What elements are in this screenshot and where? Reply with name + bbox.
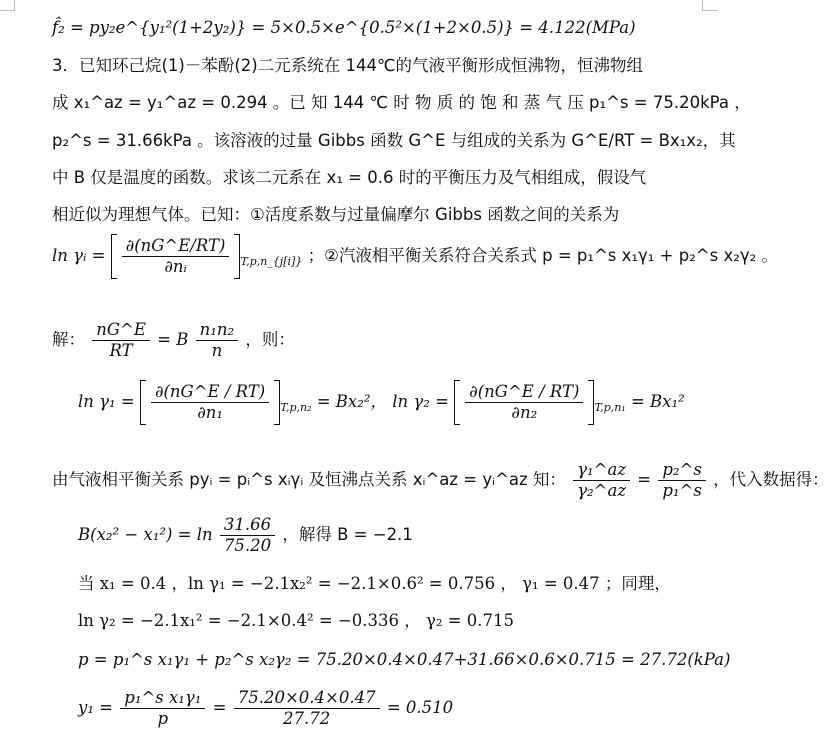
equals-b: = B: [157, 329, 189, 349]
fraction-denominator: ∂nᵢ: [164, 256, 187, 276]
gamma2-calc-line: ln γ₂ = −2.1x₁² = −2.1×0.4² = −0.336 ， γ₂ = 0.715: [78, 611, 514, 630]
b-equation: B(x₂² − x₁²) = ln $\frac{31.66}{75.20}$ ，解得 B = −2.1: [78, 515, 413, 555]
ln-gamma-1-label: ln γ₁ =: [78, 391, 135, 411]
y1-values-fraction: $\frac{75.20\times 0.4\times 0.47}{27.72}$: [234, 688, 380, 729]
pressure-calc-line: p = p₁^s x₁γ₁ + p₂^s x₂γ₂ = 75.20×0.4×0.47+31.66×0.6×0.715 = 27.72(kPa): [78, 650, 731, 669]
gamma1-bracket: $\frac{\partial(nG\^{}E / RT)}{\text{∂n₁}}$: [140, 380, 280, 425]
y1-formula-fraction: $\frac{\text{p₁\textasciicircum{}s x₁γ₁}}{p}$: [120, 688, 205, 729]
page-corner-mark-left: [0, 0, 15, 11]
then-text: ，则：: [245, 329, 295, 349]
ln-gamma-2-label: ln γ₂ =: [392, 391, 449, 411]
page-corner-mark-right: [702, 0, 717, 11]
problem-text-line-3: p₂^s = 31.66kPa 。该溶液的过量 Gibbs 函数 G^E 与组成的关系为 G^E/RT = Bx₁x₂，其: [52, 131, 736, 150]
problem-text-line-4: 中 B 仅是温度的函数。求该二元系在 x₁ = 0.6 时的平衡压力及气相组成，假设气: [52, 168, 647, 187]
partial-derivative-bracket: [111, 234, 241, 279]
gamma1-result: = Bx₂²，: [316, 391, 387, 411]
gamma-az-ratio: $\frac{\text{γ₁\textasciicircum{}az}}{\text{γ₂\textasciicircum{}az}}$: [573, 460, 630, 501]
ps-ratio: $\frac{\text{p₂\textasciicircum{}s}}{\text{p₁\textasciicircum{}s}}$: [658, 460, 705, 501]
activity-coefficient-relation: [52, 234, 778, 279]
gamma2-bracket: $\frac{\partial(nG\^{}E / RT)}{\text{∂n₂}}$: [454, 380, 594, 425]
solution-start: [52, 320, 677, 361]
b-result: ，解得 B = −2.1: [282, 524, 413, 544]
gamma2-result: = Bx₁²: [630, 391, 685, 411]
fugacity-equation: f̂₂ = py₂e^{y₁²(1+2y₂)} = 5×0.5×e^{0.5²×(1+2×0.5)} = 4.122(MPa): [52, 18, 636, 37]
azeotrope-relation: 由气液相平衡关系 pyᵢ = pᵢ^s xᵢγᵢ 及恒沸点关系 xᵢ^az = yᵢ^az 知： $\frac{\text{γ₁\textasciicircum{}az}}{\text{γ₂\textasciicircum{}az}}$ = $\frac{\text{p₂\textasciicircum{}s}}{\text{p₁\textasciicircum{}s}}$ ，代入数据得：: [52, 460, 829, 500]
azeotrope-text: 由气液相平衡关系 pyᵢ = pᵢ^s xᵢγᵢ 及恒沸点关系 xᵢ^az = yᵢ^az 知：: [52, 469, 566, 489]
solution-label: 解：: [52, 329, 85, 349]
y1-result: = 0.510: [386, 697, 454, 717]
partial-derivative-fraction: [122, 236, 230, 277]
vle-relation-text: ；②汽液相平衡关系符合关系式 p = p₁^s x₁γ₁ + p₂^s x₂γ₂ 。: [307, 245, 778, 265]
ln-gamma-derivatives: ln γ₁ = $\frac{\partial(nG\^{}E / RT)}{\text{∂n₁}}$ $_{T,p,n_2}$ = Bx₂²， ln γ₂ = $\frac{\partial(nG\^{}E / RT)}{\text{∂n₂}}$ $_{T,p,n_1}$ = Bx₁²: [78, 380, 677, 425]
problem-text-line-2: 成 x₁^az = y₁^az = 0.294 。已 知 144 ℃ 时 物 质 的 饱 和 蒸 气 压 p₁^s = 75.20kPa ，: [52, 93, 751, 112]
derivative-subscript: T,p,n_{j[i]}: [240, 255, 303, 269]
y1-calc-line: y₁ = $\frac{\text{p₁\textasciicircum{}s x₁γ₁}}{p}$ = $\frac{75.20\times 0.4\times 0.47}{27.72}$ = 0.510: [78, 688, 454, 728]
ln-ratio-fraction: $\frac{31.66}{75.20}$: [220, 515, 275, 556]
nge-rt-fraction: $\frac{nG\^{}E}{RT}$: [92, 320, 150, 361]
problem-text-line-1: 3．已知环己烷(1)－苯酚(2)二元系统在 144℃的气液平衡形成恒沸物，恒沸物组: [52, 56, 644, 75]
problem-text-line-5: 相近似为理想气体。已知：①活度系数与过量偏摩尔 Gibbs 函数之间的关系为: [52, 205, 620, 224]
gamma1-calc-line: 当 x₁ = 0.4 ，ln γ₁ = −2.1x₂² = −2.1×0.6² = 0.756 ， γ₁ = 0.47 ；同理，: [78, 574, 671, 593]
fraction-numerator: ∂(nG^E/RT): [122, 236, 230, 257]
n1n2-over-n-fraction: $\frac{\text{n₁n₂}}{n}$: [196, 320, 238, 361]
ln-gamma-i-label: ln γᵢ =: [52, 245, 106, 265]
